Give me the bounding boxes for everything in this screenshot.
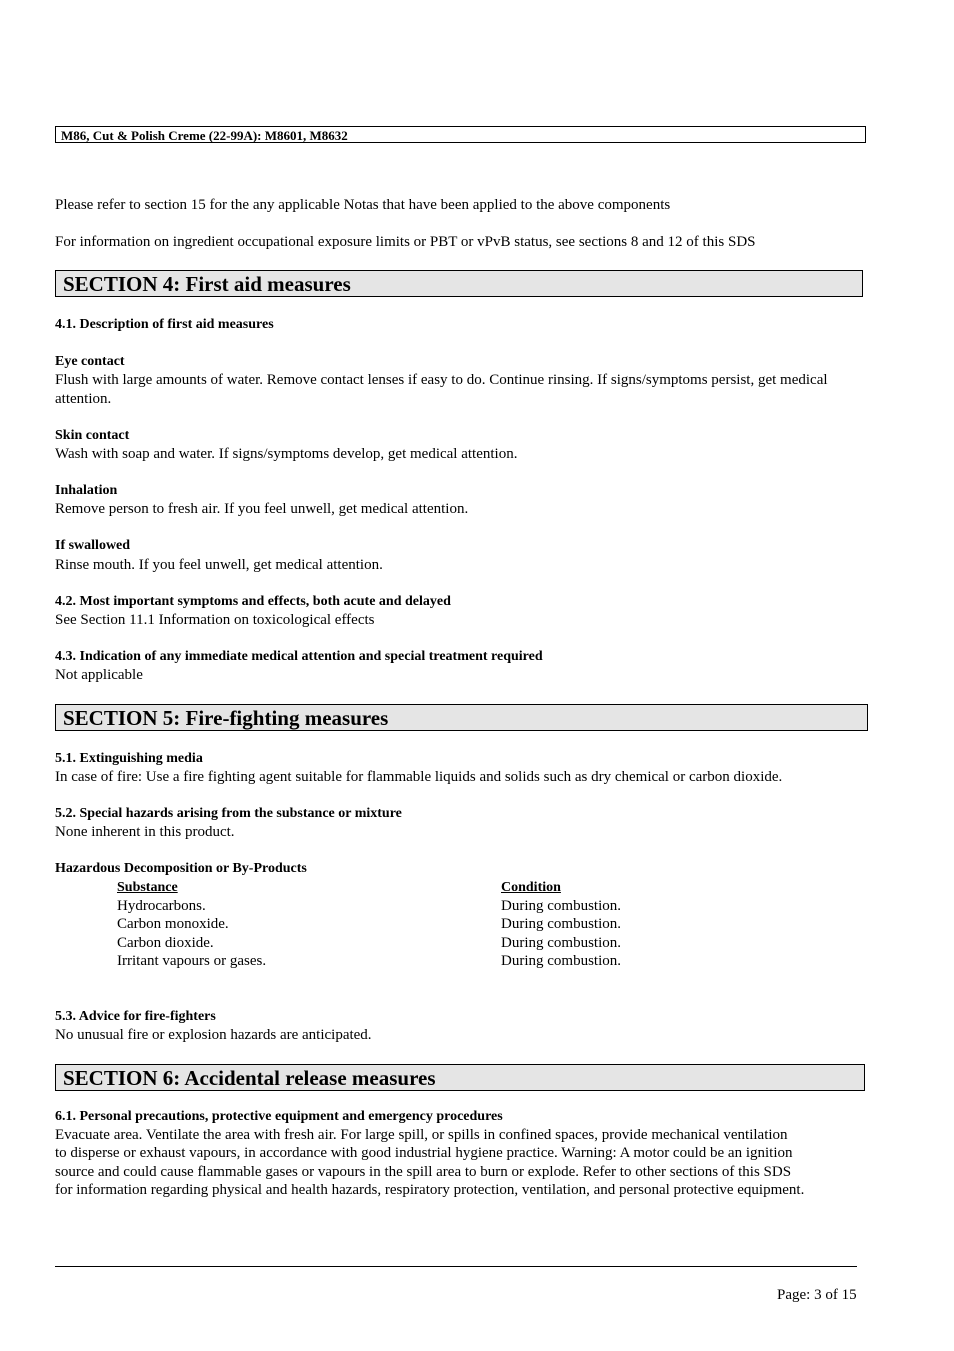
text-6-1-line: to disperse or exhaust vapours, in accordance with good industrial hygiene practice. Warning: A motor could be an ignition — [55, 1145, 793, 1161]
heading-5-1: 5.1. Extinguishing media — [55, 751, 203, 766]
table-row-condition: During combustion. — [501, 935, 621, 951]
text-5-3: No unusual fire or explosion hazards are anticipated. — [55, 1027, 372, 1043]
table-row-substance: Hydrocarbons. — [117, 898, 206, 914]
heading-5-3: 5.3. Advice for fire-fighters — [55, 1009, 216, 1024]
swallowed-text: Rinse mouth. If you feel unwell, get medical attention. — [55, 557, 383, 573]
footer-divider — [55, 1266, 857, 1267]
text-5-1: In case of fire: Use a fire fighting agent suitable for flammable liquids and solids such as dry chemical or carbon dioxide. — [55, 769, 783, 785]
page-number: Page: 3 of 15 — [777, 1287, 857, 1303]
text-6-1-line: for information regarding physical and health hazards, respiratory protection, ventilation, and personal protective equipment. — [55, 1182, 805, 1198]
heading-4-2: 4.2. Most important symptoms and effects, both acute and delayed — [55, 594, 451, 609]
table-row-substance: Carbon dioxide. — [117, 935, 214, 951]
eye-contact-text: Flush with large amounts of water. Remove contact lenses if easy to do. Continue rinsing. If signs/symptoms persist, get medical attention. — [55, 372, 828, 407]
heading-4-1: 4.1. Description of first aid measures — [55, 317, 274, 332]
heading-4-3: 4.3. Indication of any immediate medical attention and special treatment required — [55, 649, 543, 664]
eye-contact-heading: Eye contact — [55, 354, 125, 369]
skin-contact-text: Wash with soap and water. If signs/symptoms develop, get medical attention. — [55, 446, 518, 462]
table-row-substance: Carbon monoxide. — [117, 916, 229, 932]
section-4-title: SECTION 4: First aid measures — [55, 270, 863, 297]
inhalation-heading: Inhalation — [55, 483, 118, 498]
product-header: M86, Cut & Polish Creme (22-99A): M8601, M8632 — [55, 126, 866, 143]
text-6-1-line: source and could cause flammable gases or vapours in the spill area to burn or explode. Refer to other sections of this SDS — [55, 1164, 792, 1180]
table-row-condition: During combustion. — [501, 953, 621, 969]
column-header-condition: Condition — [501, 880, 561, 895]
table-row-substance: Irritant vapours or gases. — [117, 953, 267, 969]
heading-5-2: 5.2. Special hazards arising from the substance or mixture — [55, 806, 402, 821]
notas-note: Please refer to section 15 for the any applicable Notas that have been applied to the above components — [55, 197, 671, 213]
text-5-2: None inherent in this product. — [55, 824, 235, 840]
inhalation-text: Remove person to fresh air. If you feel unwell, get medical attention. — [55, 501, 469, 517]
table-row-condition: During combustion. — [501, 916, 621, 932]
heading-6-1: 6.1. Personal precautions, protective equipment and emergency procedures — [55, 1109, 503, 1124]
section-6-title: SECTION 6: Accidental release measures — [55, 1064, 865, 1091]
section-5-title: SECTION 5: Fire-fighting measures — [55, 704, 868, 731]
table-row-condition: During combustion. — [501, 898, 621, 914]
exposure-note: For information on ingredient occupational exposure limits or PBT or vPvB status, see sections 8 and 12 of this SDS — [55, 234, 756, 250]
text-4-2: See Section 11.1 Information on toxicological effects — [55, 612, 375, 628]
text-4-3: Not applicable — [55, 667, 143, 683]
hazardous-decomposition-heading: Hazardous Decomposition or By-Products — [55, 861, 307, 876]
swallowed-heading: If swallowed — [55, 538, 131, 553]
skin-contact-heading: Skin contact — [55, 428, 130, 443]
column-header-substance: Substance — [117, 880, 178, 895]
text-6-1-line: Evacuate area. Ventilate the area with fresh air. For large spill, or spills in confined spaces, provide mechanical ventilation — [55, 1127, 788, 1143]
